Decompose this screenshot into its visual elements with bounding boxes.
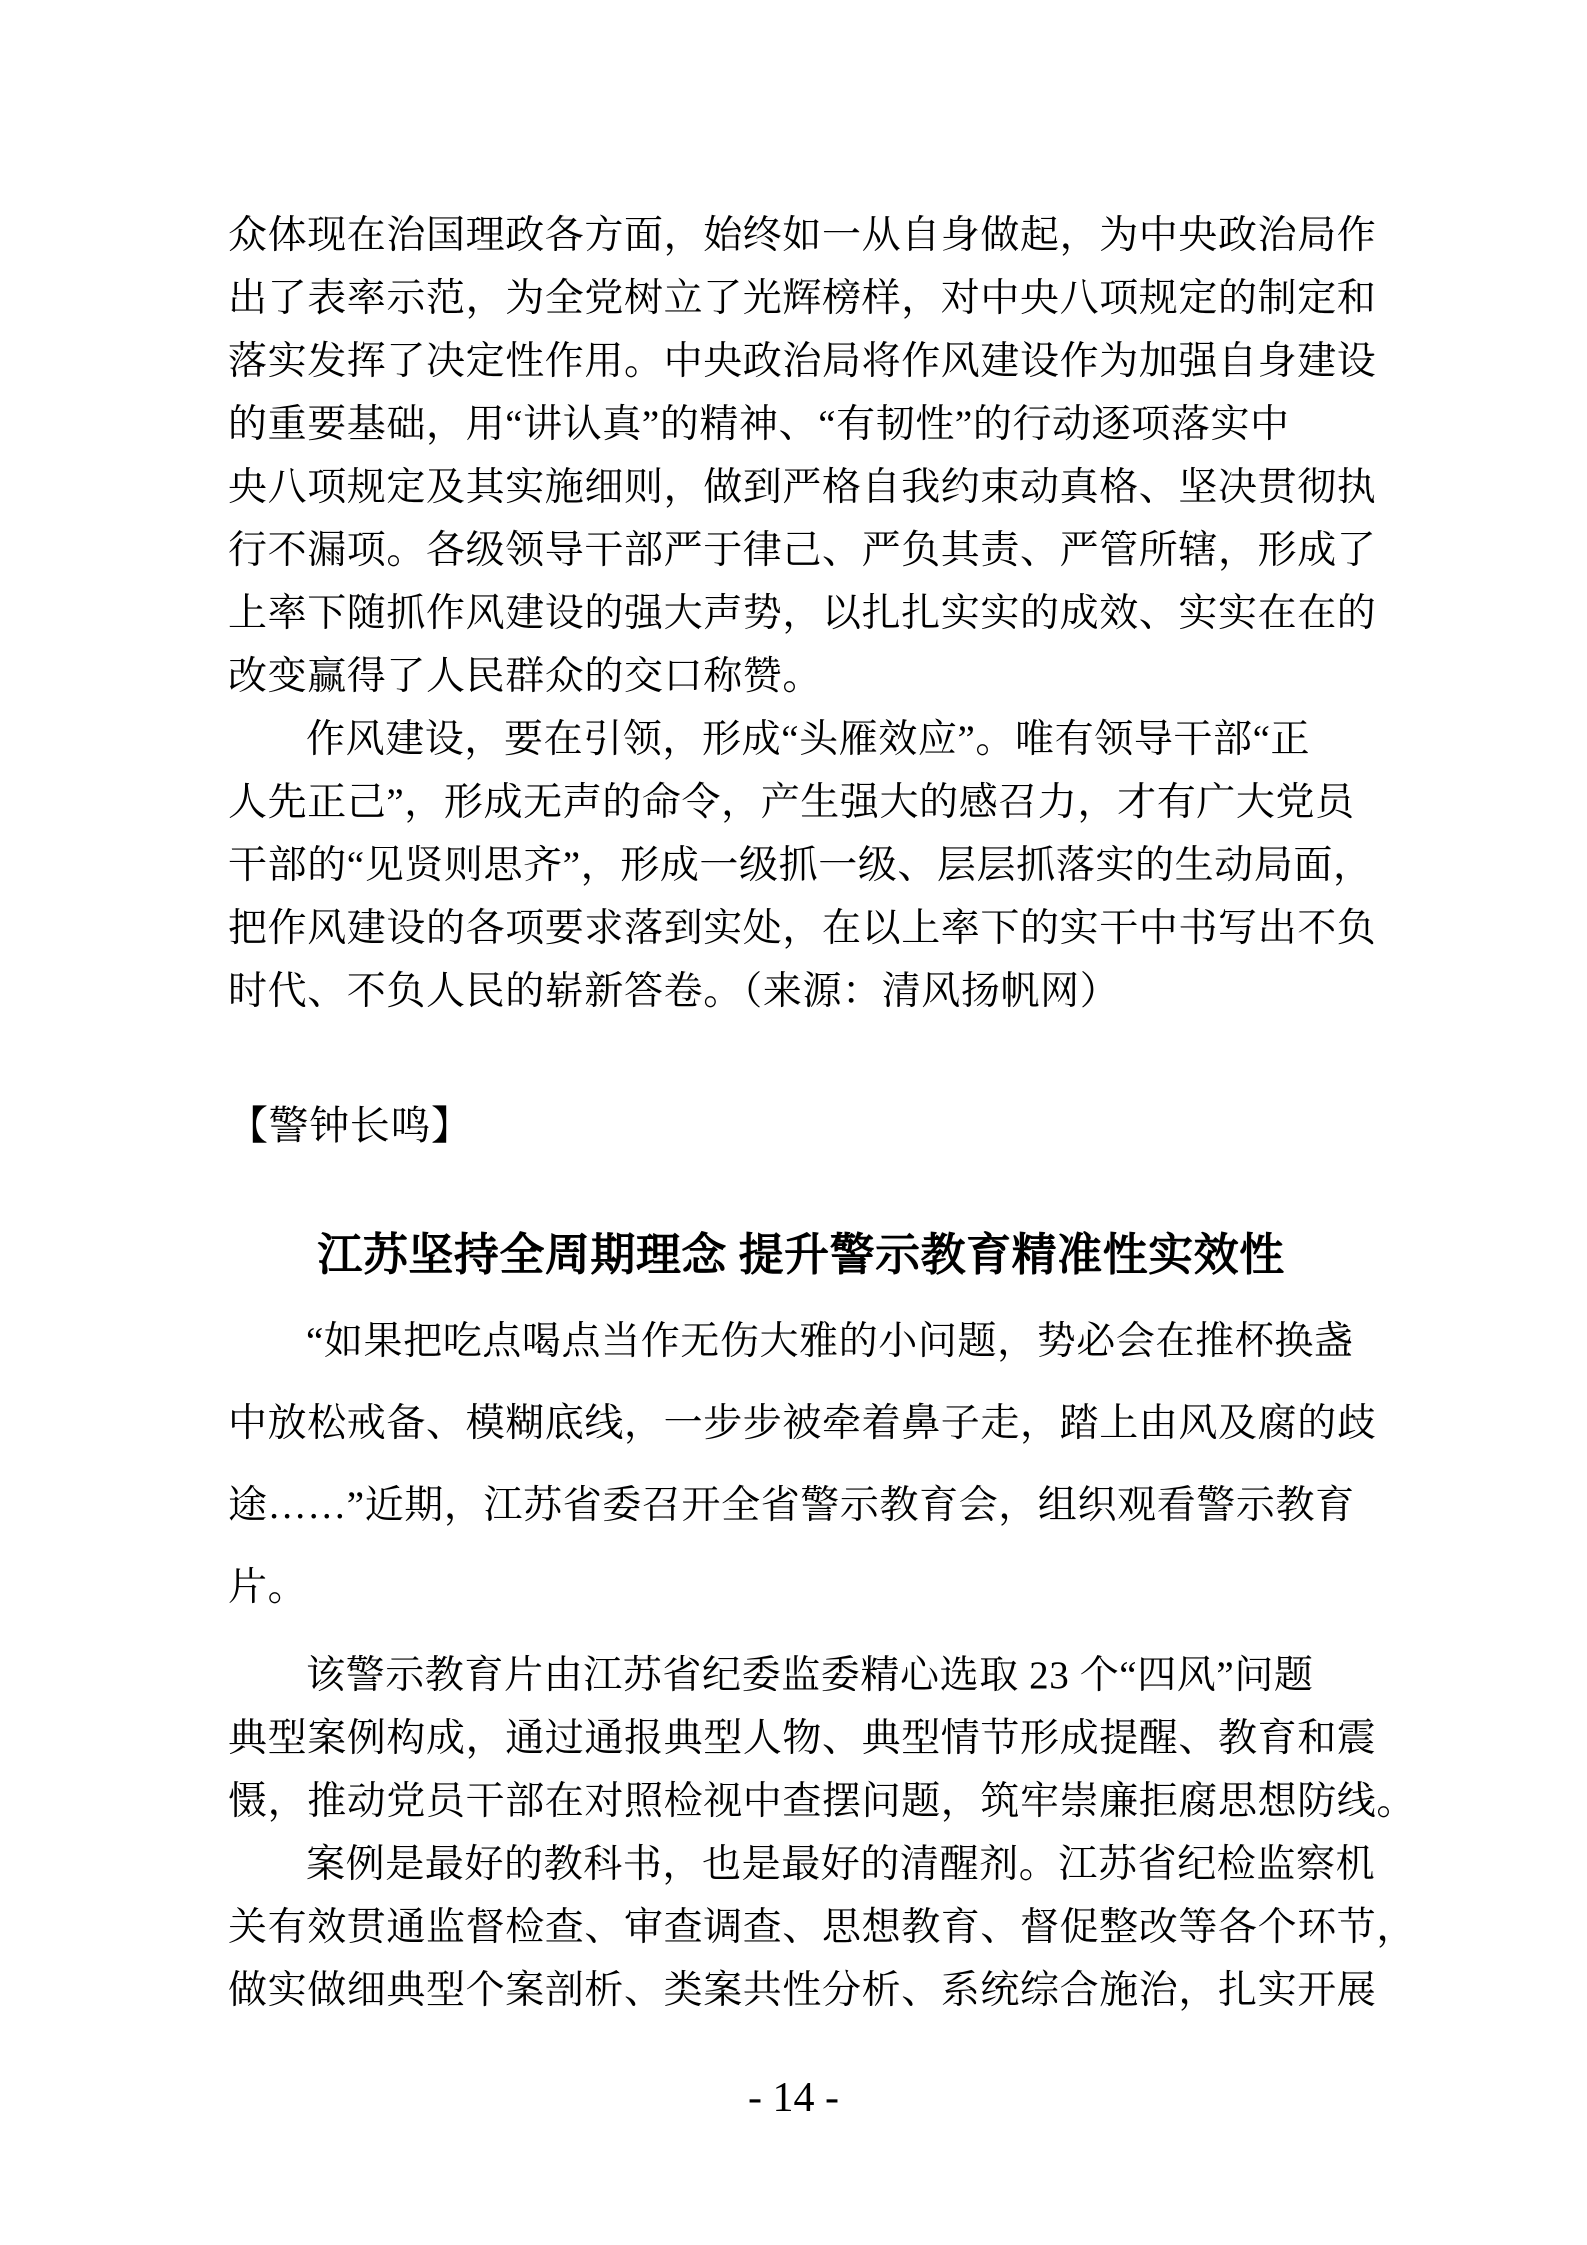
text-line: 把作风建设的各项要求落到实处，在以上率下的实干中书写出不负 [228, 907, 1377, 950]
text-line: 该警示教育片由江苏省纪委监委精心选取 23 个“四风”问题 [306, 1654, 1314, 1697]
text-line: 干部的“见贤则思齐”，形成一级抓一级、层层抓落实的生动局面， [228, 844, 1373, 887]
text-line: 做实做细典型个案剖析、类案共性分析、系统综合施治，扎实开展 [228, 1969, 1377, 2012]
paragraph-zuofeng-jianshe [228, 708, 1377, 1023]
page-number: - 14 - [748, 2075, 839, 2121]
text-line: 典型案例构成，通过通报典型人物、典型情节形成提醒、教育和震 [228, 1717, 1377, 1760]
text-line: 途……”近期，江苏省委召开全省警示教育会，组织观看警示教育 [228, 1484, 1355, 1527]
text-line: 上率下随抓作风建设的强大声势，以扎扎实实的成效、实实在在的 [228, 592, 1377, 635]
article-title: 江苏坚持全周期理念 提升警示教育精准性实效性 [317, 1230, 1285, 1280]
text-line: 出了表率示范，为全党树立了光辉榜样，对中央八项规定的制定和 [228, 277, 1377, 320]
paragraph-continued-from-previous-page [228, 204, 1377, 708]
section-marker-jingzhong-changming: 【警钟长鸣】 [228, 1103, 472, 1148]
text-line: 的重要基础，用“讲认真”的精神、“有韧性”的行动逐项落实中 [228, 403, 1290, 446]
text-line: 落实发挥了决定性作用。中央政治局将作风建设作为加强自身建设 [228, 340, 1377, 383]
text-line: 片。 [228, 1566, 308, 1609]
text-line: 时代、不负人民的崭新答卷。（来源：清风扬帆网） [228, 970, 1120, 1013]
article-paragraph-2 [228, 1644, 1417, 1833]
text-line: 改变赢得了人民群众的交口称赞。 [228, 655, 823, 698]
text-line: 行不漏项。各级领导干部严于律己、严负其责、严管所辖，形成了 [228, 529, 1377, 572]
text-line: “如果把吃点喝点当作无伤大雅的小问题，势必会在推杯换盏 [306, 1320, 1354, 1363]
text-line: 慑，推动党员干部在对照检视中查摆问题，筑牢崇廉拒腐思想防线。 [228, 1780, 1417, 1823]
page-body [228, 204, 1417, 2022]
text-line: 作风建设，要在引领，形成“头雁效应”。唯有领导干部“正 [306, 718, 1311, 761]
article-paragraph-1 [228, 1301, 1377, 1629]
text-line: 众体现在治国理政各方面，始终如一从自身做起，为中央政治局作 [228, 214, 1377, 257]
text-line: 案例是最好的教科书，也是最好的清醒剂。江苏省纪检监察机 [306, 1843, 1376, 1886]
article-paragraph-3 [228, 1833, 1417, 2022]
text-line: 中放松戒备、模糊底线，一步步被牵着鼻子走，踏上由风及腐的歧 [228, 1402, 1377, 1445]
text-line: 央八项规定及其实施细则，做到严格自我约束动真格、坚决贯彻执 [228, 466, 1377, 509]
text-line: 关有效贯通监督检查、审查调查、思想教育、督促整改等各个环节， [228, 1906, 1417, 1949]
text-line: 人先正己”，形成无声的命令，产生强大的感召力，才有广大党员 [228, 781, 1355, 824]
